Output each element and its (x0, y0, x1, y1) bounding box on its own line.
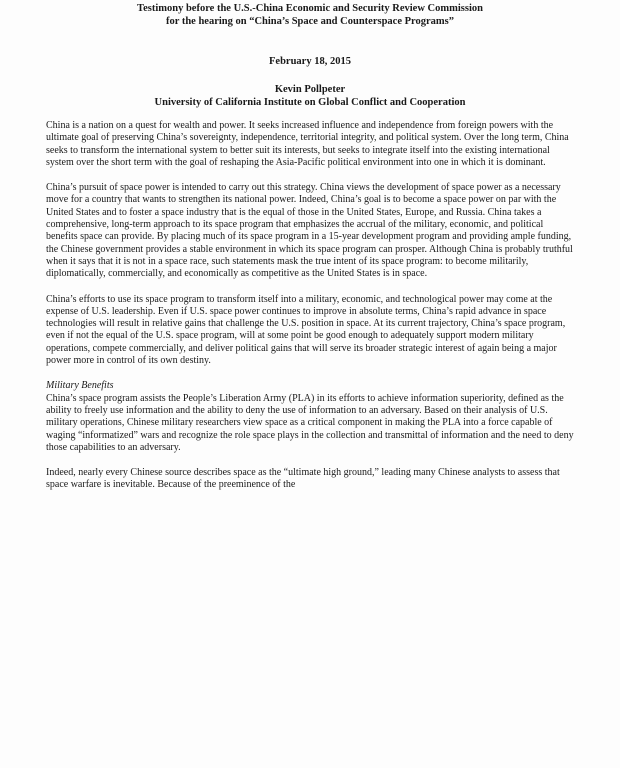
body-paragraph-5: Indeed, nearly every Chinese source describes space as the “ultimate high ground,” leading many Chinese analysts to assess that space warfare is inevitable. Because of the preeminence of the (46, 467, 560, 491)
section-heading-military-benefits: Military Benefits (46, 380, 114, 392)
body-paragraph-2: China’s pursuit of space power is intended to carry out this strategy. China views the development of space power as a necessary move for a country that wants to strengthen its national power. Indeed, China’s goal is to become a space power on par with the United States and to foster a space industry that is the equal of those in the United States, Europe, and Russia. China takes a comprehensive, long-term approach to its space program that emphasizes the accrual of the military, economic, and political benefits space can provide. By placing much of its space program in a 15-year development program and providing ample funding, the Chinese government provides a stable environment in which its space program can prosper. Although China is probably truthful when it says that it is not in a space race, such statements mask the true intent of its space program: to become militarily, diplomatically, commercially, and economically as competitive as the United States is in space. (46, 182, 573, 280)
testimony-title-line-1: Testimony before the U.S.-China Economic and Security Review Commission (137, 3, 483, 14)
author-block (46, 83, 574, 109)
body-paragraph-4: China’s space program assists the People’s Liberation Army (PLA) in its efforts to achieve information superiority, defined as the ability to freely use information and the ability to deny the use of information to an adversary. Based on their analysis of U.S. military operations, Chinese military researchers view space as a critical component in making the PLA into a force capable of waging “informatized” wars and recognize the role space plays in the collection and transmittal of information and the need to deny those capabilities to an adversary. (46, 392, 574, 453)
document-header (46, 2, 574, 28)
testimony-title-line-2: for the hearing on “China’s Space and Counterspace Programs” (166, 16, 454, 27)
author-name: Kevin Pollpeter (274, 84, 346, 95)
body-paragraph-3: China’s efforts to use its space program to transform itself into a military, economic, and technological power may come at the expense of U.S. leadership. Even if U.S. space power continues to improve in absolute terms, China’s rapid advance in space technologies will result in relative gains that challenge the U.S. position in space. At its current trajectory, China’s space program, even if not the equal of the U.S. space program, will at some point be good enough to adequately support modern military operations, compete commercially, and deliver political gains that will serve its broader strategic interest of again being a major power more in control of its own destiny. (46, 293, 566, 367)
document-body (46, 120, 574, 492)
body-paragraph-1: China is a nation on a quest for wealth and power. It seeks increased influence and independence from foreign powers with the ultimate goal of preserving China’s sovereignty, independence, territorial integrity, and political system. Over the long term, China seeks to transform the international system to better suit its interests, but seeks to integrate itself into the existing international system over the short term with the goal of reshaping the Asia-Pacific political environment into one in which it is dominant. (46, 120, 569, 168)
testimony-date: February 18, 2015 (269, 56, 351, 67)
author-affiliation: University of California Institute on Global Conflict and Cooperation (154, 97, 466, 108)
